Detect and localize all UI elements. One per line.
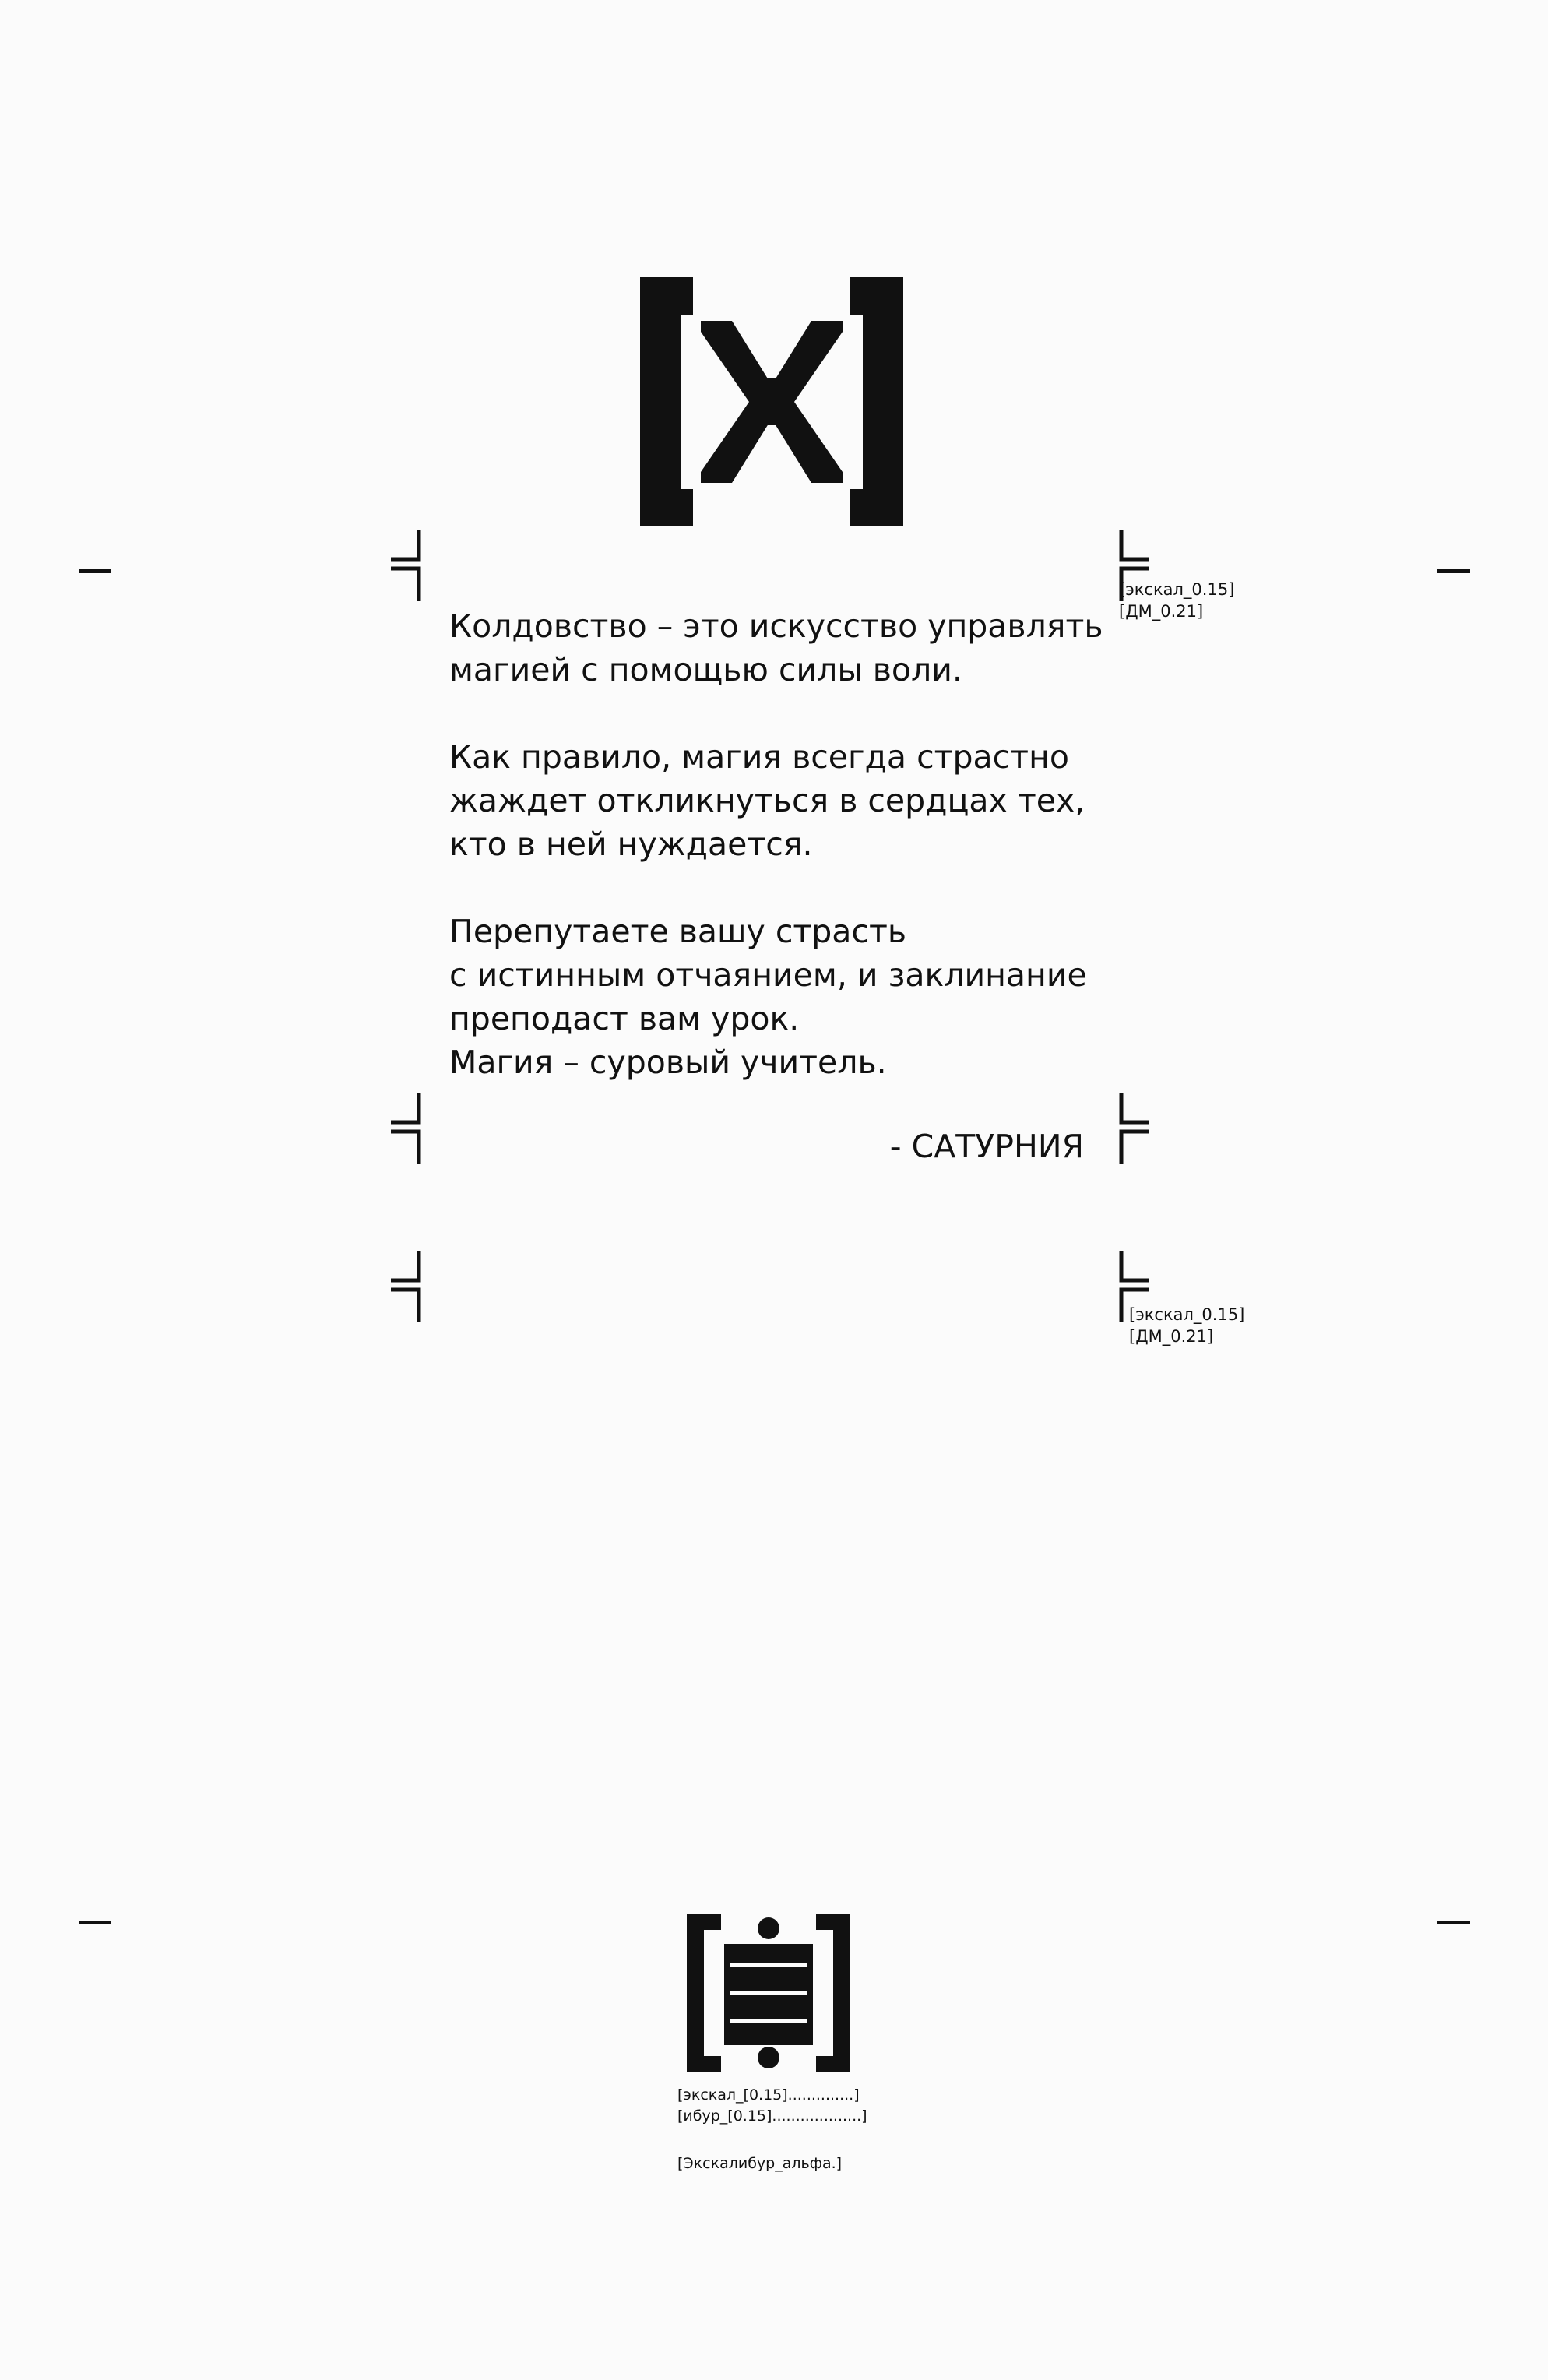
bracketed-stack-logo-icon (687, 1914, 850, 2072)
code-tag-lower (1129, 1304, 1244, 1347)
tag-line: [экскал_0.15] (1119, 580, 1235, 599)
quote-line: магией с помощью силы воли. (449, 651, 962, 688)
quote-line: преподаст вам урок. (449, 1000, 800, 1037)
margin-dash (1437, 569, 1470, 573)
crop-mark-left-icon (388, 1093, 424, 1164)
quote-line: Колдовство – это искусство управлять (449, 607, 1103, 645)
margin-dash (1437, 1921, 1470, 1924)
quote-author: - САТУРНИЯ (889, 1128, 1084, 1165)
quote-line: Перепутаете вашу страсть (449, 913, 907, 950)
quote-line: с истинным отчаянием, и заклинание (449, 956, 1087, 994)
quote-line: жаждет откликнуться в сердцах тех, (449, 782, 1085, 819)
bracketed-x-logo-icon (640, 277, 903, 526)
footer-code-lines (677, 2085, 867, 2127)
quote-line: Магия – суровый учитель. (449, 1044, 887, 1081)
footer-caption: [Экскалибур_альфа.] (677, 2155, 843, 2172)
quote-line: Как правило, магия всегда страстно (449, 738, 1069, 776)
quote-paragraph (449, 910, 1150, 1084)
crop-mark-right-icon (1117, 1093, 1152, 1164)
margin-dash (79, 569, 111, 573)
tag-line: [ДМ_0.21] (1129, 1327, 1214, 1346)
margin-dash (79, 1921, 111, 1924)
footer-line: [ибур_[0.15]...................] (677, 2107, 867, 2125)
tag-line: [ДМ_0.21] (1119, 602, 1204, 621)
crop-mark-left-icon (388, 1251, 424, 1322)
quote-paragraph (449, 735, 1150, 866)
crop-mark-left-icon (388, 530, 424, 601)
quote-block (449, 604, 1150, 1084)
footer-line: [экскал_[0.15]..............] (677, 2086, 860, 2104)
quote-line: кто в ней нуждается. (449, 826, 813, 863)
tag-line: [экскал_0.15] (1129, 1305, 1245, 1324)
quote-paragraph (449, 604, 1150, 692)
